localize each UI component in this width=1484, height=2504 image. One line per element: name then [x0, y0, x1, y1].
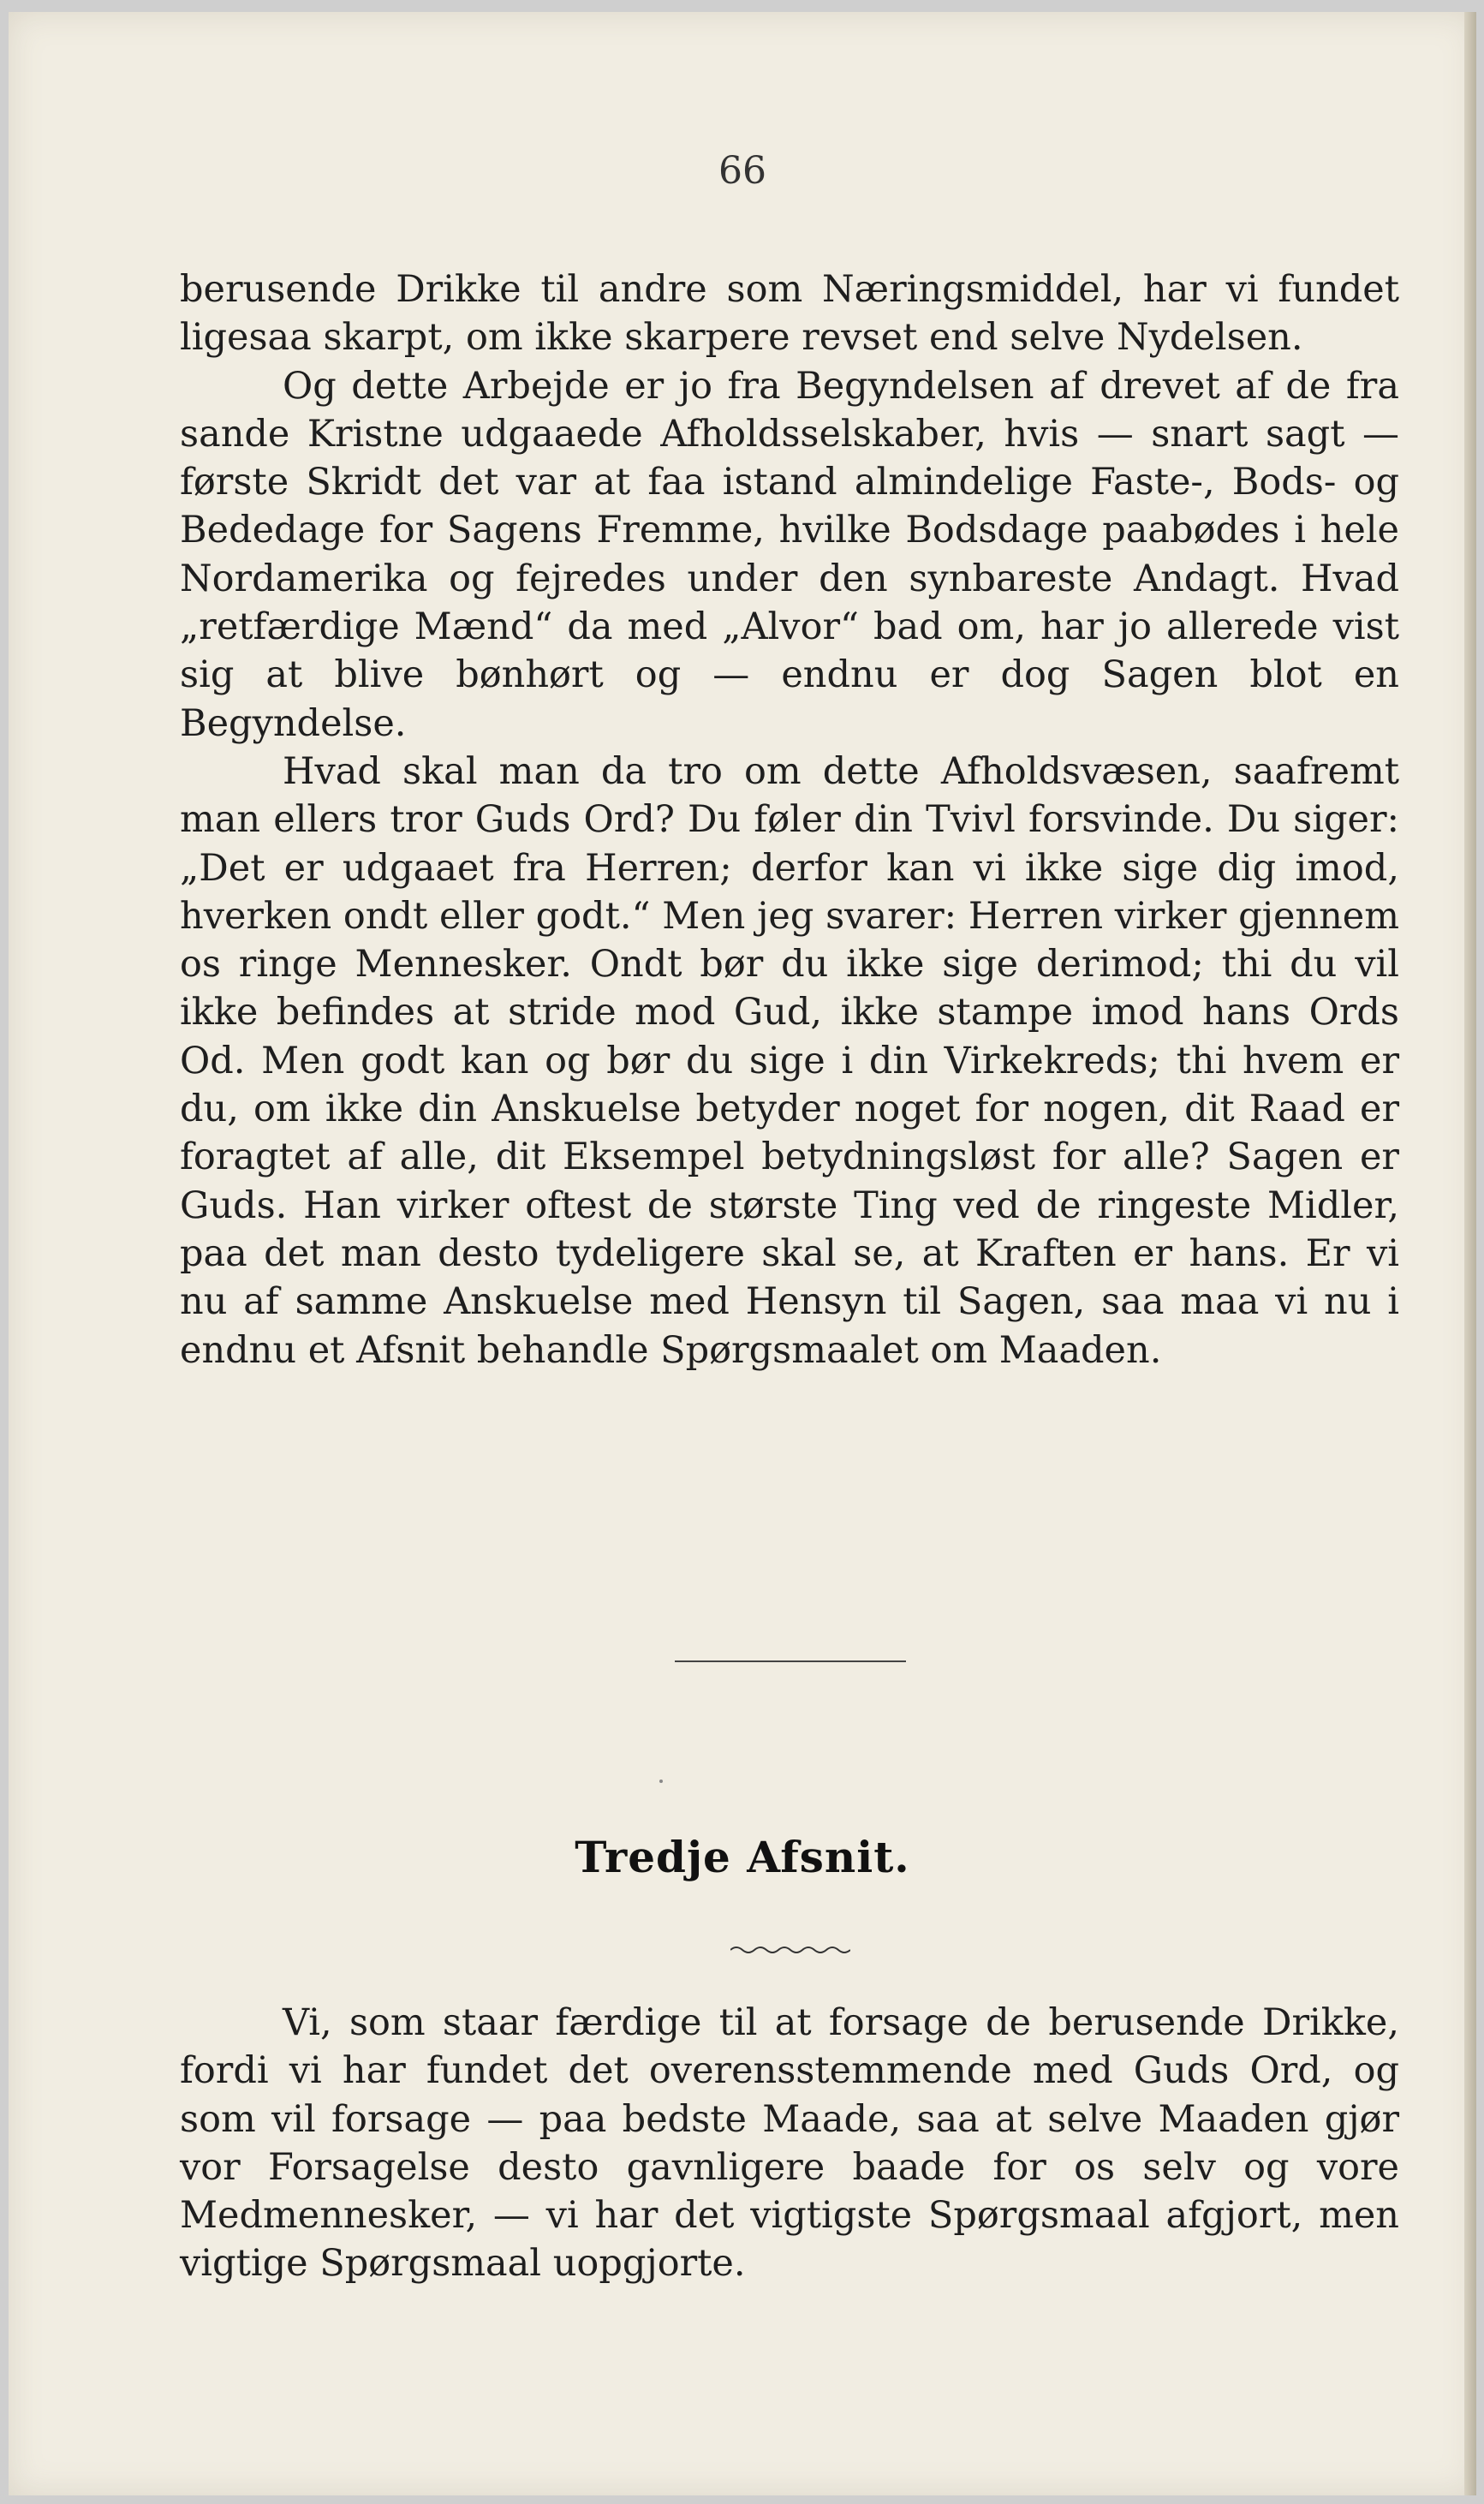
wavy-ornament — [730, 1943, 850, 1957]
body-text-top — [180, 265, 1399, 1374]
page-edge — [1464, 12, 1476, 2495]
paragraph-3: Hvad skal man da tro om dette Afholdsvæsen, saafremt man ellers tror Guds Ord? Du føler din Tvivl forsvinde. Du siger: „Det er udgaaet fra Herren; derfor kan vi ikke sige dig imod, hverken ondt eller godt.“ Men jeg svarer: Herren virker gjennem os ringe Mennesker. Ondt bør du ikke sige derimod; thi du vil ikke befindes at stride mod Gud, ikke stampe imod hans Ords Od. Men godt kan og bør du sige i din Virkekreds; thi hvem er du, om ikke din Anskuelse betyder noget for nogen, dit Raad er foragtet af alle, dit Eksempel betydningsløst for alle? Sagen er Guds. Han virker oftest de største Ting ved de ringeste Midler, paa det man desto tydeligere skal se, at Kraften er hans. Er vi nu af samme Anskuelse med Hensyn til Sagen, saa maa vi nu i endnu et Afsnit behandle Spørgsmaalet om Maaden. — [180, 749, 1399, 1372]
page-number: 66 — [718, 149, 766, 193]
paragraph-2: Og dette Arbejde er jo fra Begyndelsen af drevet af de fra sande Kristne udgaaede Afholdsselskaber, hvis — snart sagt — første Skridt det var at faa istand almindelige Faste-, Bods- og Bededage for Sagens Fremme, hvilke Bodsdage paabødes i hele Nordamerika og fejredes under den synbareste Andagt. Hvad „retfærdige Mænd“ da med „Alvor“ bad om, har jo allerede vist sig at blive bønhørt og — endnu er dog Sagen blot en Begyndelse. — [180, 364, 1399, 745]
section-divider — [675, 1660, 906, 1662]
body-text-bottom — [180, 1999, 1399, 2288]
book-page — [9, 12, 1476, 2495]
paragraph-1: berusende Drikke til andre som Næringsmiddel, har vi fundet ligesaa skarpt, om ikke skarpere revset end selve Nydelsen. — [180, 268, 1399, 360]
ink-speck — [659, 1780, 663, 1783]
section-heading: Tredje Afsnit. — [575, 1832, 910, 1882]
paragraph-4: Vi, som staar færdige til at forsage de berusende Drikke, fordi vi har fundet det overensstemmende med Guds Ord, og som vil forsage — paa bedste Maade, saa at selve Maaden gjør vor Forsagelse desto gavnligere baade for os selv og vore Medmennesker, — vi har det vigtigste Spørgsmaal afgjort, men vigtige Spørgsmaal uopgjorte. — [180, 2001, 1399, 2286]
